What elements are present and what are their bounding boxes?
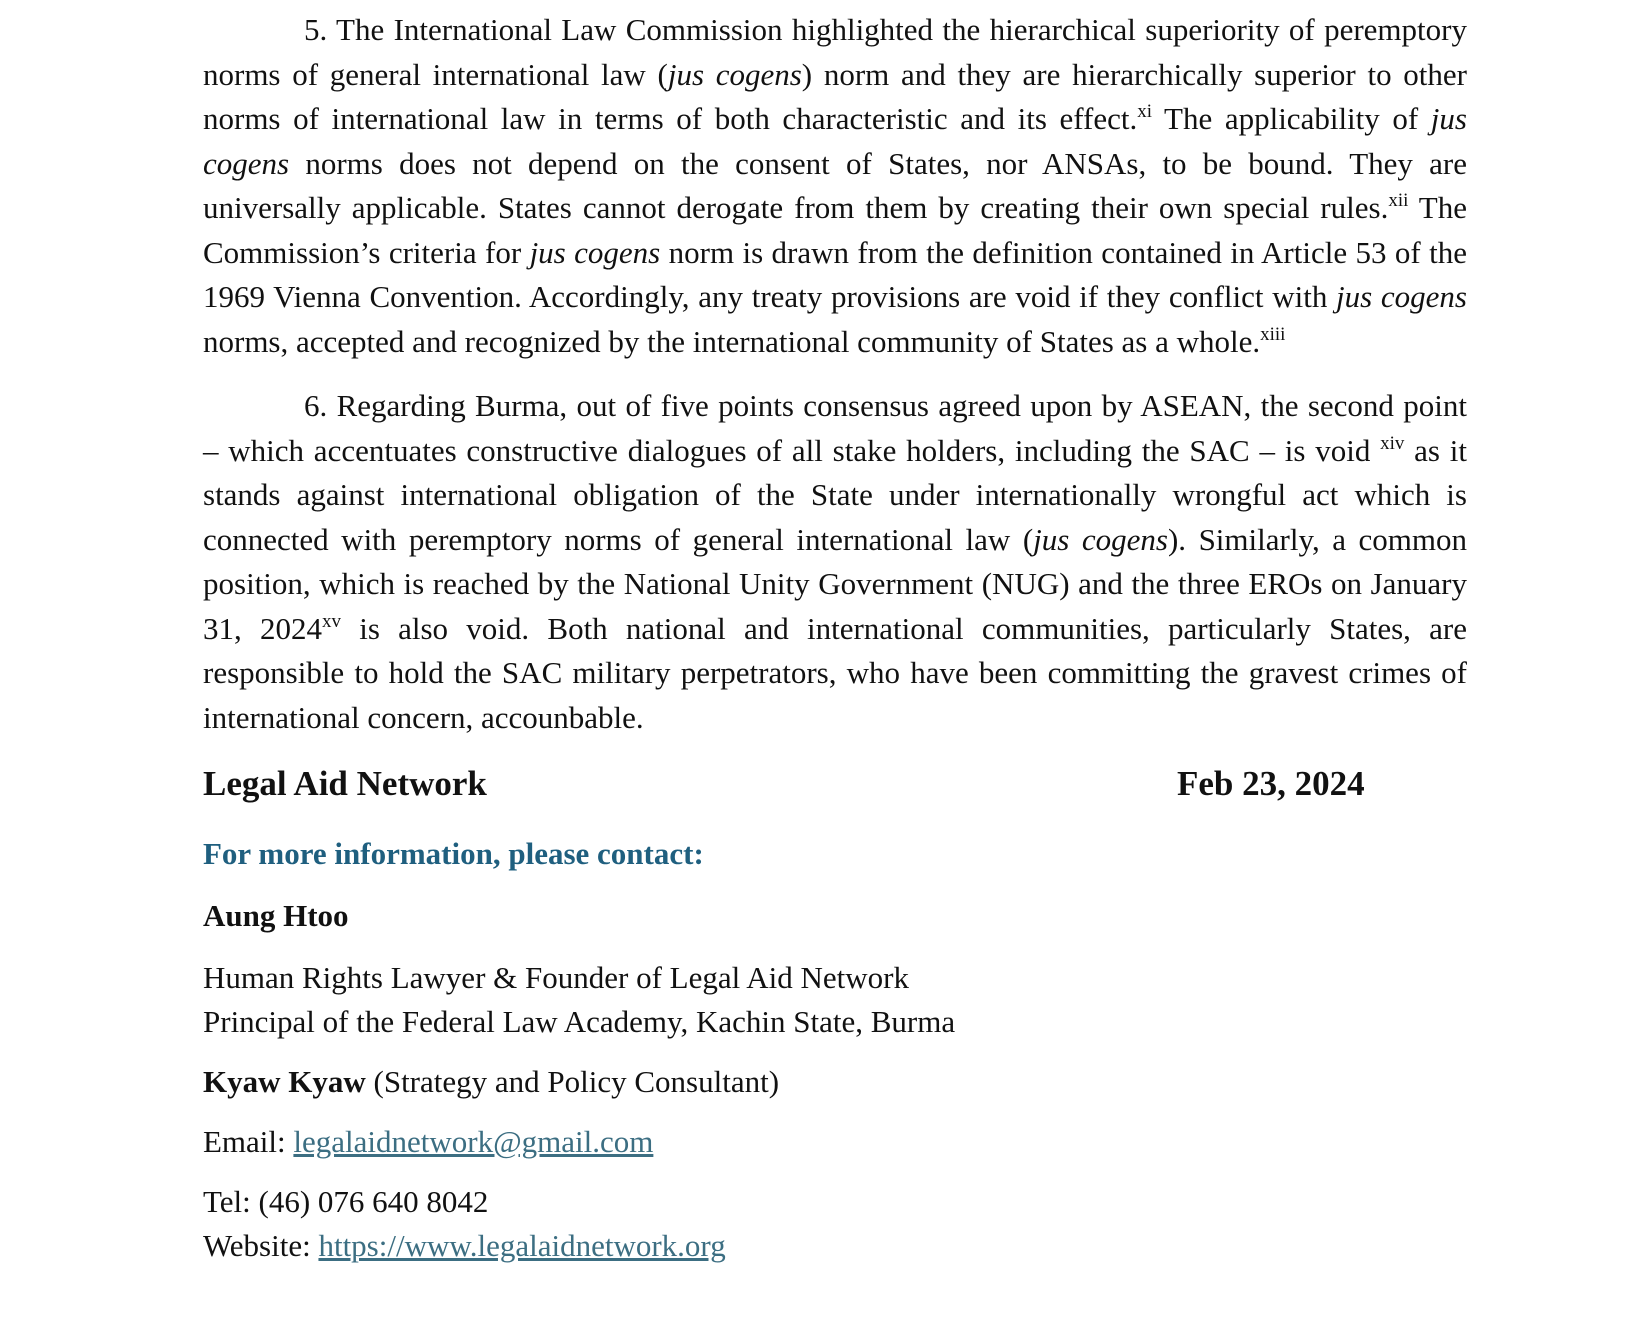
p5-text: norms does not depend on the consent of States, nor ANSAs, to be bound. They are universally applicable. States cannot derogate from them by creating their own special rules. <box>203 145 1467 225</box>
contact-role-line: Principal of the Federal Law Academy, Kachin State, Burma <box>203 1004 956 1039</box>
p5-text: 5. The International Law Commission highlighted the hierarchical superiority of peremptory norms of general international law ( <box>203 12 1467 92</box>
contact-heading: For more information, please contact: <box>203 836 704 871</box>
website-label: Website: <box>203 1228 319 1263</box>
footnote-ref-xv[interactable]: xv <box>321 610 341 632</box>
footnote-ref-xi[interactable]: xi <box>1137 101 1152 122</box>
contact-person-2-role: (Strategy and Policy Consultant) <box>365 1064 780 1099</box>
p5-italic-term: jus cogens <box>667 56 802 92</box>
p6-text: is also void. Both national and international communities, particularly States, are responsible to hold the SAC military perpetrators, who have been committing the gravest crimes of international concern, accounbable. <box>203 610 1467 735</box>
contact-role-line: Human Rights Lawyer & Founder of Legal Aid Network <box>203 960 909 995</box>
contact-person-roles <box>203 956 1467 1044</box>
contact-person-name: Aung Htoo <box>203 898 349 933</box>
paragraph-6 <box>203 384 1467 740</box>
tel-website-block <box>203 1180 1467 1268</box>
p5-text: norm is drawn from the definition contained in Article 53 of the 1969 Vienna Convention. Accordingly, any treaty provisions are void if they conflict with <box>203 234 1468 314</box>
p6-text: ). Similarly, a common position, which is reached by the National Unity Government (NUG) and the three EROs on January 31, 2024 <box>203 521 1467 646</box>
website-link[interactable]: https://www.legalaidnetwork.org <box>318 1228 726 1263</box>
document-page <box>203 8 1467 1268</box>
contact-person-2 <box>203 1060 1467 1104</box>
signature-date: Feb 23, 2024 <box>1177 764 1365 803</box>
p5-text: The Commission’s criteria for <box>203 190 1468 270</box>
footnote-ref-xiii[interactable]: xiii <box>1260 323 1286 345</box>
contact-person-2-name: Kyaw Kyaw <box>203 1064 366 1099</box>
p5-italic-term: jus cogens <box>1336 279 1467 314</box>
p6-italic-term: jus cogens <box>1033 521 1168 557</box>
p6-text: 6. Regarding Burma, out of five points consensus agreed upon by ASEAN, the second point – which accentuates constructive dialogues of all stake holders, including the SAC – is void <box>203 388 1467 468</box>
footnote-ref-xiv[interactable]: xiv <box>1380 432 1405 454</box>
signature-org: Legal Aid Network <box>203 764 487 803</box>
tel-label: Tel: <box>203 1184 259 1219</box>
p5-text: The applicability of <box>1152 101 1431 136</box>
tel-line <box>203 1180 1467 1224</box>
website-line <box>203 1224 1467 1268</box>
paragraph-5 <box>203 8 1467 364</box>
p5-italic-term: jus cogens <box>529 234 661 270</box>
email-line <box>203 1120 1467 1164</box>
p5-text: norms, accepted and recognized by the international community of States as a whole. <box>203 323 1261 359</box>
tel-number: (46) 076 640 8042 <box>258 1184 489 1219</box>
p5-italic-term: jus cogens <box>203 101 1467 181</box>
email-label: Email: <box>203 1124 294 1159</box>
signature-row <box>203 762 1467 806</box>
email-link[interactable]: legalaidnetwork@gmail.com <box>293 1124 654 1159</box>
p6-text: as it stands against international obligation of the State under internationally wrongful act which is connected with peremptory norms of general international law ( <box>203 432 1467 557</box>
p5-text: ) norm and they are hierarchically superior to other norms of international law in terms of both characteristic and its effect. <box>203 56 1467 136</box>
footnote-ref-xii[interactable]: xii <box>1388 190 1409 211</box>
